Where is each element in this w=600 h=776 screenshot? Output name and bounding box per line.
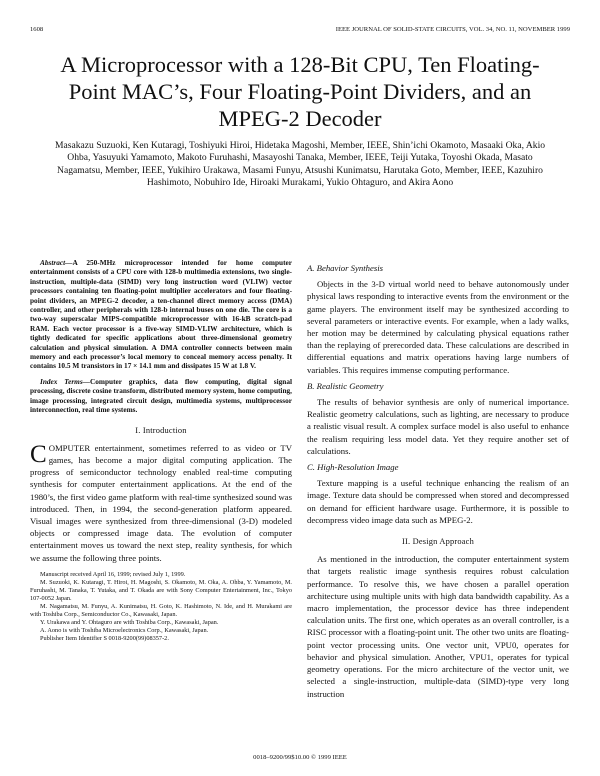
- introduction-paragraph: [30, 442, 292, 564]
- footnote: M. Nagamatsu, M. Funyu, A. Kunimatsu, H. Goto, K. Hashimoto, N. Ide, and H. Murakami are with Toshiba Corp., Semiconductor Co., Kawasaki, Japan.: [30, 603, 292, 618]
- footnote: Y. Urakawa and Y. Ohtaguro are with Toshiba Corp., Kawasaki, Japan.: [40, 619, 219, 626]
- subsection-heading-behavior-synthesis: A. Behavior Synthesis: [307, 263, 383, 273]
- introduction-text: OMPUTER entertainment, sometimes referred to as video or TV games, has become a major digital computing application. The progress of semiconductor technology enabled real-time computing synthesis for computer entertainment applications. At the end of the 1980’s, the first video game platform with real-time synthesized sound was introduced. Then, in 1994, the second-generation platform appeared. Visual images were synthesized from three-dimensional (3-D) modeled objects or compressed image data. The evolution of computer entertainment moves us toward the next step, reality synthesis, for which we assume the following three points.: [30, 442, 292, 563]
- copyright-footer: 0018–9200/99$10.00 © 1999 IEEE: [253, 754, 347, 761]
- footnotes: [30, 571, 292, 643]
- design-approach-text: As mentioned in the introduction, the computer entertainment system that targets realistic image synthesis requires robust calculation performance. To resolve this, we have chosen a parallel operation architecture using multiple units with high data bandwidth capability. As a macro implementation, the processor device has three independent calculation units. The first one, which operates as an overall controller, is a RISC processor with a floating-point unit. The other two units are floating-point vector processing units. One vector unit, VPU0, operates for behavior and physical simulation. Another, VPU1, operates for typical geometry operations. For the micro architecture of the vector unit, we selected a single-instruction, multiple-data (SIMD)-type very long instruction: [307, 554, 569, 699]
- footnote: M. Suzuoki, K. Kutaragi, T. Hiroi, H. Magoshi, S. Okamoto, M. Oka, A. Ohba, Y. Yamamoto, M. Furuhashi, M. Tanaka, T. Yutaka, and T. Okada are with Sony Computer Entertainment, Inc., Tokyo 107-0052 Japan.: [30, 579, 292, 602]
- footnote: Publisher Item Identifier S 0018-9200(99)08357-2.: [40, 635, 169, 642]
- index-terms: [30, 377, 292, 415]
- section-heading-design-approach: II. Design Approach: [402, 537, 474, 547]
- abstract-label: Abstract—: [40, 258, 73, 267]
- author-list: Masakazu Suzuoki, Ken Kutaragi, Toshiyuki Hiroi, Hidetaka Magoshi, Member, IEEE, Shin’ichi Okamoto, Masaaki Oka, Akio Ohba, Yasuyuki Yamamoto, Makoto Furuhashi, Masayoshi Tanaka, Member, IEEE, Teiji Yutaka, Toyoshi Okada, Masato Nagamatsu, Member, IEEE, Yukihiro Urakawa, Masami Funyu, Atsushi Kunimatsu, Harutaka Goto, Member, IEEE, Kazuhiro Hashimoto, Nobuhiro Ide, Hiroaki Murakami, Yukio Ohtaguro, and Akira Aono: [54, 140, 546, 189]
- footnote: A. Aono is with Toshiba Microelectronics Corp., Kawasaki, Japan.: [40, 627, 209, 634]
- footnote: Manuscript received April 16, 1999; revised July 1, 1999.: [40, 571, 186, 578]
- behavior-synthesis-text: Objects in the 3-D virtual world need to behave autonomously under physical laws responding to interactive events from the environment or the game players. The environment itself may be synthesized according to several parameters or interactive events. For example, when a lady walks, her motion may be determined by calculating physical equations rather than the replaying of prerecorded data. These calculations are described in differential equations and matrix operations having large numbers of variables. This requires immense computing performance.: [307, 279, 569, 375]
- right-column: [307, 258, 569, 700]
- abstract-text: A 250-MHz microprocessor intended for home computer entertainment consists of a CPU core with 128-b multimedia extensions, two single-instruction, multiple-data (SIMD) very long instruction word (VLIW) vector processors containing ten floating-point multiplier accelerators and four floating-point dividers, an MPEG-2 decoder, a ten-channel direct memory access (DMA) controller, and other peripherals with 128-b internal buses on one die. The core is a two-way superscalar MIPS-compatible microprocessor with 16-kB scratch-pad RAM. Each vector processor is a five-way SIMD-VLIW architecture, which is tightly dedicated for specific applications about three-dimensional geometry calculation and physical simulation. A DMA controller connects between main memory and each processor’s local memory to conceal memory access penalty. It contains 10.5 M transistors in 17 × 14.1 mm and dissipates 15 W at 1.8 V.: [30, 258, 292, 371]
- journal-name: IEEE JOURNAL OF SOLID-STATE CIRCUITS, VOL. 34, NO. 11, NOVEMBER 1999: [335, 26, 570, 33]
- realistic-geometry-text: The results of behavior synthesis are only of numerical importance. Realistic geometry calculations, such as lighting, are necessary to produce a realistic visual result. A complex surface model is also useful to enhance the realism requiring less model data. Yet they require another set of calculations.: [307, 397, 569, 456]
- left-column: [30, 258, 292, 564]
- high-resolution-image-text: Texture mapping is a useful technique enhancing the realism of an image. Texture data should be compressed when stored and decompressed on demand for efficient hardware usage. Furthermore, it is possible to decompress video image data such as MPEG-2.: [307, 478, 569, 525]
- drop-cap: C: [30, 440, 47, 468]
- subsection-heading-realistic-geometry: B. Realistic Geometry: [307, 380, 384, 391]
- subsection-heading-high-resolution-image: C. High-Resolution Image: [307, 462, 399, 473]
- abstract: [30, 258, 292, 371]
- page-number: 1608: [30, 26, 44, 33]
- paper-title: A Microprocessor with a 128-Bit CPU, Ten Floating-Point MAC’s, Four Floating-Point Dividers, and an MPEG-2 Decoder: [60, 52, 540, 131]
- section-heading-introduction: I. Introduction: [135, 425, 187, 435]
- index-terms-text: Computer graphics, data flow computing, digital signal processing, discrete cosine transform, distributed memory system, home computing, image processing, integrated circuit design, multimedia systems, multiprocessor interconnection, real time systems.: [30, 376, 293, 415]
- index-terms-label: Index Terms—: [40, 376, 90, 386]
